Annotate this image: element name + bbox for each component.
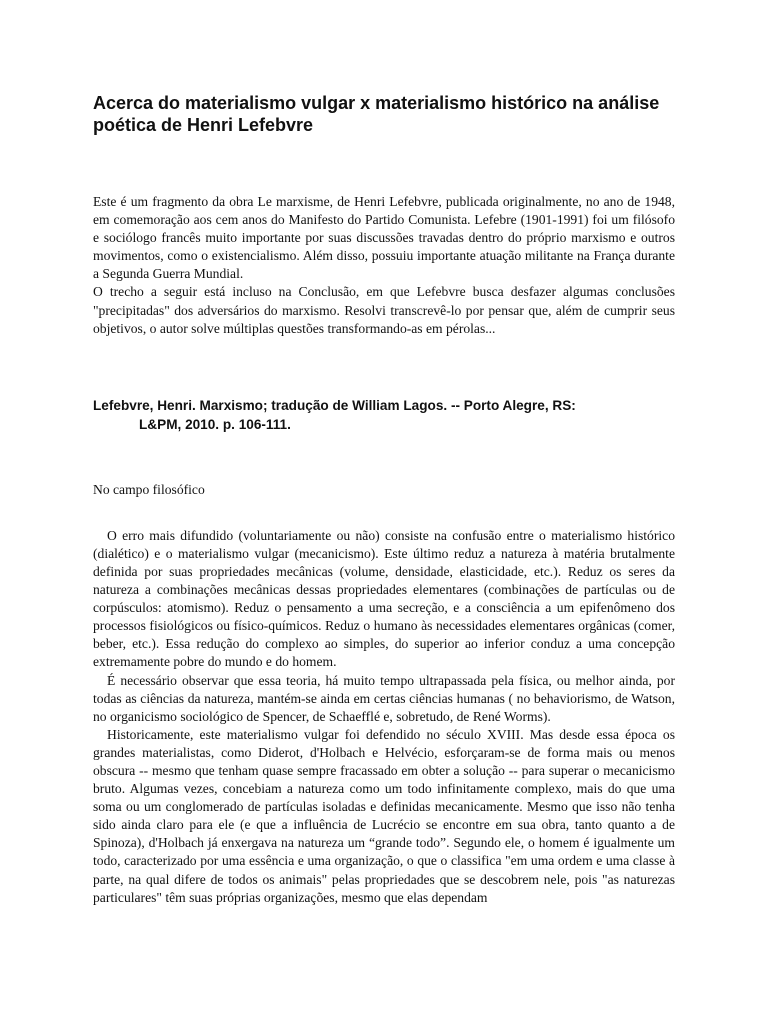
intro-paragraph-2: O trecho a seguir está incluso na Conclusão, em que Lefebvre busca desfazer algumas conclusões "precipitadas" dos adversários do marxismo. Resolvi transcrevê-lo por pensar que, além de cumprir seus objetivos, o autor solve múltiplas questões transformando-as em pérolas... bbox=[93, 284, 675, 336]
body-section bbox=[93, 527, 675, 907]
citation-line-1: Lefebvre, Henri. Marxismo; tradução de William Lagos. -- Porto Alegre, RS: bbox=[93, 397, 576, 413]
document-title: Acerca do materialismo vulgar x materialismo histórico na análise poética de Henri Lefebvre bbox=[93, 93, 660, 135]
citation-line-2: L&PM, 2010. p. 106-111. bbox=[139, 416, 291, 432]
body-paragraph-1: O erro mais difundido (voluntariamente ou não) consiste na confusão entre o materialismo histórico (dialético) e o materialismo vulgar (mecanicismo). Este último reduz a natureza à matéria brutalmente definida por suas propriedades mecânicas (volume, densidade, elasticidade, etc.). Reduz os seres da natureza a combinações mecânicas dessas propriedades elementares (combinações de partículas ou de corpúsculos: atomismo). Reduz o pensamento a uma secreção, e a consciência a um epifenômeno dos processos fisiológicos ou físico-químicos. Reduz o humano às necessidades elementares orgânicas (comer, beber, etc.). Essa redução do complexo ao simples, do superior ao inferior conduz a uma concepção extremamente pobre do mundo e do homem. bbox=[93, 527, 675, 670]
section-heading: No campo filosófico bbox=[93, 481, 205, 497]
intro-paragraph-1: Este é um fragmento da obra Le marxisme, de Henri Lefebvre, publicada originalmente, no ano de 1948, em comemoração aos cem anos do Manifesto do Partido Comunista. Lefebre (1901-1991) foi um filósofo e sociólogo francês muito importante por suas discussões travadas dentro do próprio marxismo e outros movimentos, como o existencialismo. Além disso, possuiu importante atuação militante na França durante a Segunda Guerra Mundial. bbox=[93, 194, 675, 282]
document-page bbox=[93, 92, 675, 907]
body-paragraph-3: Historicamente, este materialismo vulgar foi defendido no século XVIII. Mas desde essa época os grandes materialistas, como Diderot, d'Holbach e Helvécio, esforçaram-se de forma mais ou menos obscura -- mesmo que tenham quase sempre fracassado em obter a solução -- para superar o mecanicismo bruto. Algumas vezes, concebiam a natureza como um todo infinitamente complexo, mais do que uma soma ou um conglomerado de partículas isoladas e definidas mecanicamente. Mesmo que isso não tenha sido ainda claro para ele (e que a influência de Lucrécio se encontre em sua obra, tanto quanto a de Spinoza), d'Holbach já enxergava na natureza um “grande todo”. Segundo ele, o homem é igualmente um todo, caracterizado por uma essência e uma organização, o que o classifica "em uma ordem e uma classe à parte, na qual difere de todos os animais" pelas propriedades que se descobrem nele, pois "as naturezas particulares" têm suas próprias organizações, mesmo que elas dependam bbox=[93, 726, 675, 905]
citation bbox=[93, 396, 675, 434]
intro-section bbox=[93, 193, 675, 338]
body-paragraph-2: É necessário observar que essa teoria, há muito tempo ultrapassada pela física, ou melhor ainda, por todas as ciências da natureza, mantém-se ainda em certas ciências humanas ( no behaviorismo, de Watson, no organicismo sociológico de Spencer, de Schaefflé e, sobretudo, de René Worms). bbox=[93, 672, 675, 724]
